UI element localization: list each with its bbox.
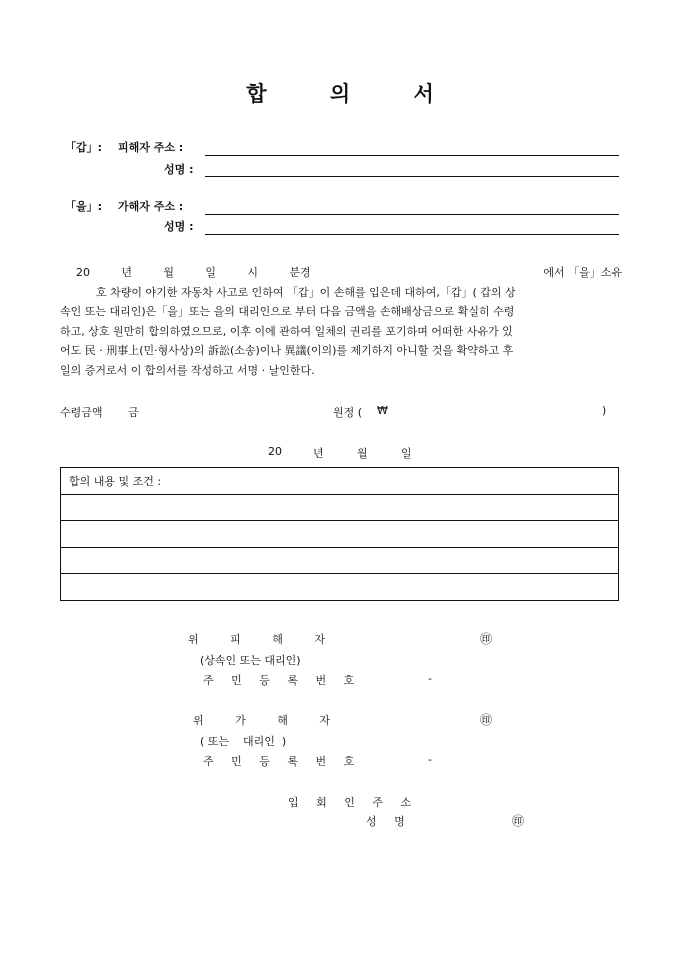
minute-unit: 분경 xyxy=(289,266,311,279)
victim-seal-icon: ㊞ xyxy=(480,632,493,646)
table-header-cell: 합의 내용 및 조건 : xyxy=(61,468,619,495)
amount-close-paren: ) xyxy=(602,404,607,417)
day-unit: 일 xyxy=(205,266,216,279)
paragraph-line: 호 차량이 야기한 자동차 사고로 인하여 「갑」이 손해를 입은데 대하여,「갑」( 갑의 상 xyxy=(96,285,516,299)
party-a-name-line[interactable] xyxy=(205,176,619,177)
amount-label: 수령금액 xyxy=(60,406,103,419)
amount-won-label: 원정 ( xyxy=(333,406,363,419)
month-unit: 월 xyxy=(163,266,174,279)
party-a-address-label: 피해자 주소 : xyxy=(118,141,184,154)
offender-seal-icon: ㊞ xyxy=(480,713,493,727)
paragraph-line: 일의 증거로서 이 합의서를 작성하고 서명 · 날인한다. xyxy=(60,363,315,377)
table-row[interactable] xyxy=(61,547,619,574)
title-char: 합 xyxy=(246,82,267,106)
agreement-conditions-table xyxy=(60,467,619,601)
victim-sub-label: (상속인 또는 대리인) xyxy=(200,654,301,667)
date-year: 20 xyxy=(268,445,282,458)
witness-name-label: 성 명 xyxy=(366,815,412,828)
victim-id-label: 주 민 등 록 번 호 xyxy=(203,674,362,687)
party-a-tag: 「갑」: xyxy=(65,141,103,154)
date-year-unit: 년 xyxy=(313,447,324,460)
party-b-name-label: 성명 : xyxy=(164,220,194,233)
table-row[interactable] xyxy=(61,521,619,548)
party-b-name-line[interactable] xyxy=(205,234,619,235)
offender-id-dash: - xyxy=(428,753,432,766)
year-unit: 년 xyxy=(121,266,132,279)
title-char: 서 xyxy=(413,82,434,106)
victim-id-dash: - xyxy=(428,672,432,685)
party-b-address-line[interactable] xyxy=(205,214,619,215)
location-blank xyxy=(342,263,512,283)
owner-text: 에서 「을」소유 xyxy=(543,266,622,279)
offender-sub-label: ( 또는 대리인 ) xyxy=(200,735,287,748)
date-day-unit: 일 xyxy=(401,447,412,460)
year-field: 20 xyxy=(76,266,90,279)
amount-unit: 금 xyxy=(128,406,139,419)
table-row[interactable] xyxy=(61,574,619,601)
date-month-unit: 월 xyxy=(357,447,368,460)
party-b-tag: 「을」: xyxy=(65,200,103,213)
party-b-address-label: 가해자 주소 : xyxy=(118,200,184,213)
document-title xyxy=(0,78,680,108)
offender-title: 위 가 해 자 xyxy=(193,714,344,727)
hour-unit: 시 xyxy=(247,266,258,279)
offender-id-label: 주 민 등 록 번 호 xyxy=(203,755,362,768)
agreement-paragraph xyxy=(60,263,622,380)
paragraph-line: 속인 또는 대리인)은「을」또는 을의 대리인으로 부터 다음 금액을 손해배상금으로 확실히 수령 xyxy=(60,305,515,318)
currency-symbol: ₩ xyxy=(377,404,388,417)
witness-address-label: 입 회 인 주 소 xyxy=(288,796,419,809)
title-char: 의 xyxy=(329,82,351,106)
witness-seal-icon: ㊞ xyxy=(512,814,525,828)
table-row[interactable] xyxy=(61,494,619,521)
paragraph-line xyxy=(60,263,622,283)
paragraph-line: 하고, 상호 원만히 합의하였으므로, 이후 이에 관하여 일체의 권리를 포기하며 어떠한 사유가 있 xyxy=(60,324,513,338)
party-a-address-line[interactable] xyxy=(205,155,619,156)
paragraph-line: 어도 民 · 刑事上(민·형사상)의 訴訟(소송)이나 異議(이의)를 제기하지 아니할 것을 확약하고 후 xyxy=(60,344,514,357)
party-a-name-label: 성명 : xyxy=(164,163,194,176)
victim-title: 위 피 해 자 xyxy=(188,633,339,646)
